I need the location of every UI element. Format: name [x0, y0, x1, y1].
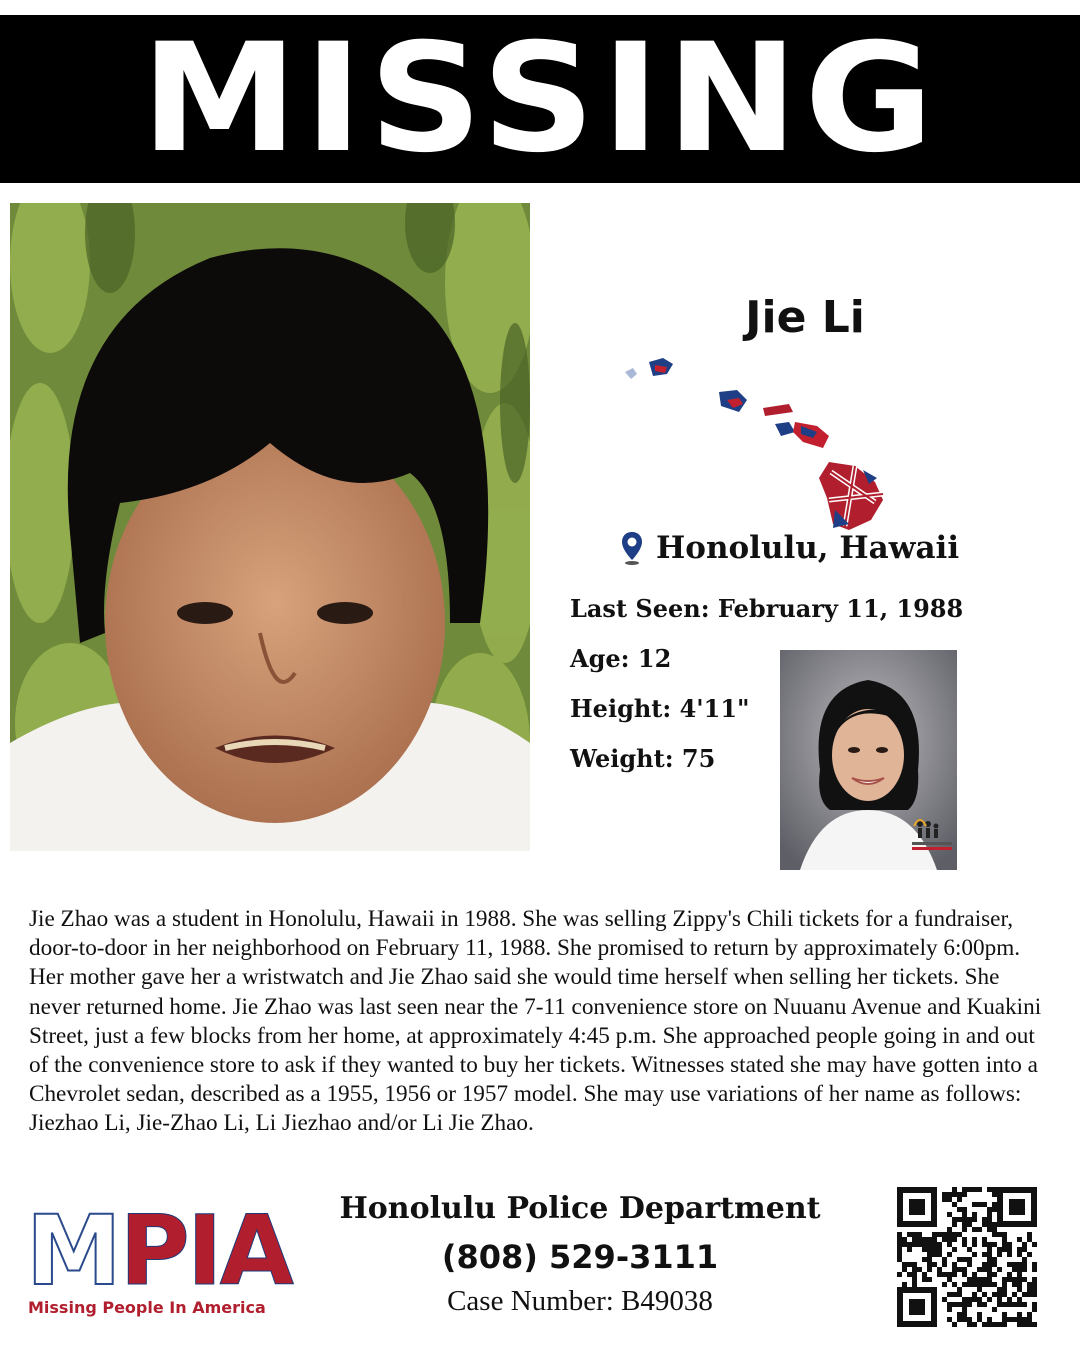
qr-code-icon	[897, 1187, 1037, 1327]
logo-wordmark	[26, 1195, 291, 1307]
last-known-location	[620, 525, 959, 571]
fact-value: 4'11"	[679, 694, 750, 723]
fact-last-seen	[570, 584, 963, 634]
age-progressed-photo	[780, 650, 957, 870]
missing-banner	[0, 12, 1080, 186]
logo-tagline: Missing People In America	[28, 1298, 266, 1317]
logo-letter-m: M	[26, 1195, 120, 1307]
logo-letters-pia: PIA	[119, 1195, 291, 1307]
fact-label: Weight:	[570, 744, 674, 773]
contact-block	[320, 1186, 840, 1320]
hawaii-map	[615, 350, 895, 535]
case-narrative: Jie Zhao was a student in Honolulu, Hawaii in 1988. She was selling Zippy's Chili tickets for a fundraiser, door-to-door in her neighborhood on February 11, 1988. She promised to return by approximately 6:00pm. Her mother gave her a wristwatch and Jie Zhao said she would time herself when selling her tickets. She never returned home. Jie Zhao was last seen near the 7-11 convenience store on Nuuanu Avenue and Kuakini Street, just a few blocks from her home, at approximately 4:45 p.m. She approached people going in and out of the convenience store to ask if they wanted to buy her tickets. Witnesses stated she may have gotten into a Chevrolet sedan, described as a 1955, 1956 or 1957 model. She may use variations of her name as follows: Jiezhao Li, Jie-Zhao Li, Li Jiezhao and/or Li Jie Zhao.	[29, 906, 1042, 1137]
missing-person-name: Jie Li	[745, 292, 865, 343]
agency-name: Honolulu Police Department	[339, 1191, 821, 1226]
mpia-logo	[26, 1195, 291, 1324]
banner-title: MISSING	[140, 12, 940, 186]
fact-value: 12	[637, 644, 672, 673]
map-pin-icon	[620, 530, 644, 566]
fact-label: Age:	[570, 644, 630, 673]
case-number: Case Number: B49038	[447, 1285, 713, 1317]
childhood-photo	[10, 203, 530, 851]
agency-phone: (808) 529-3111	[441, 1238, 719, 1276]
fact-label: Last Seen:	[570, 594, 710, 623]
fact-value: 75	[681, 744, 716, 773]
fact-label: Height:	[570, 694, 672, 723]
fact-value: February 11, 1988	[717, 594, 964, 623]
location-text: Honolulu, Hawaii	[656, 530, 960, 566]
